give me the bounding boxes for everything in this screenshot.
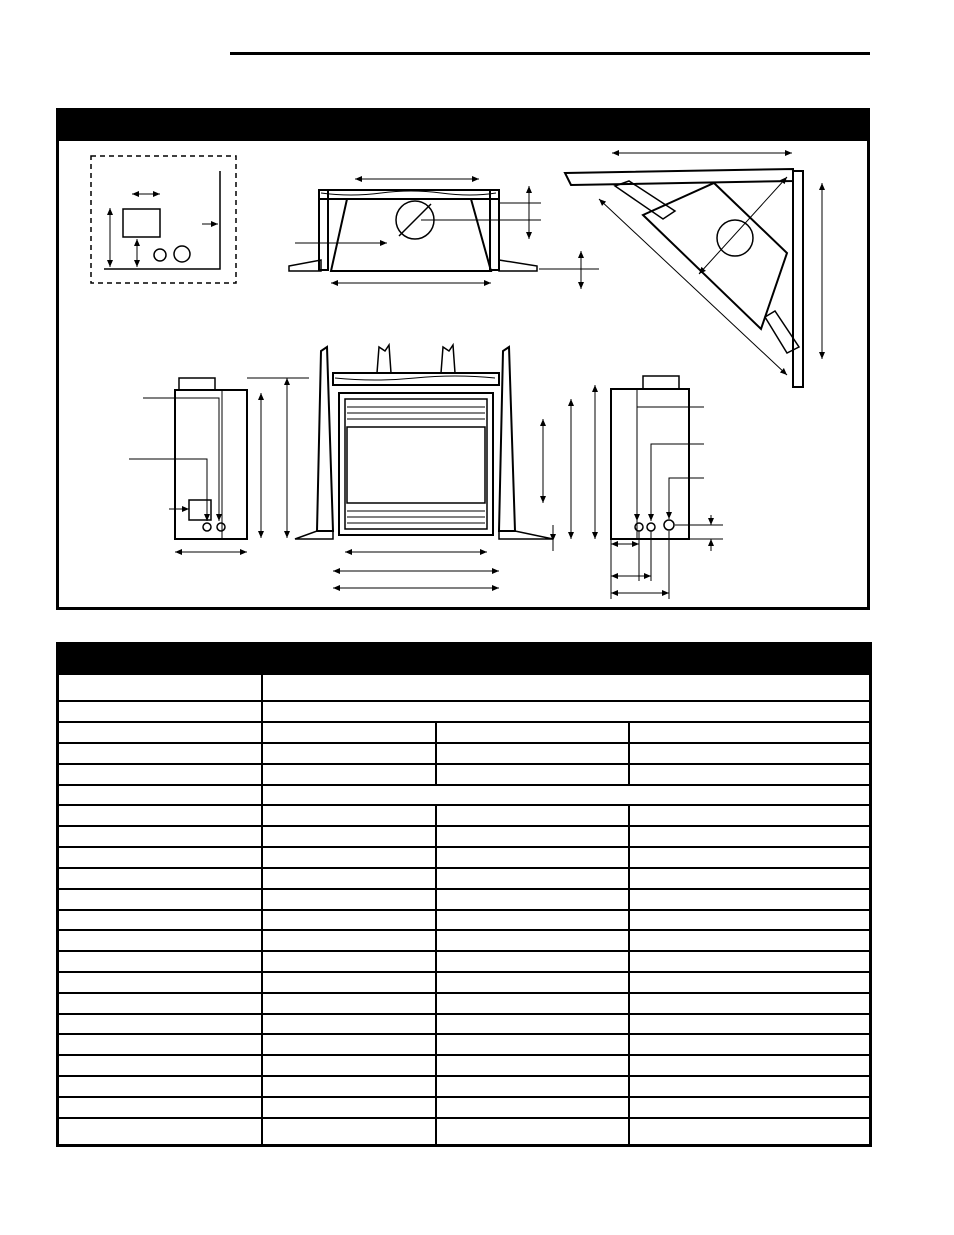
table-row bbox=[59, 673, 869, 700]
table-cell bbox=[261, 675, 869, 700]
table-cell bbox=[261, 848, 435, 867]
table-cell bbox=[628, 744, 869, 763]
row-label bbox=[59, 765, 261, 784]
table-cell bbox=[628, 931, 869, 950]
table-cell bbox=[628, 1056, 869, 1075]
row-label bbox=[59, 848, 261, 867]
table-cell bbox=[435, 1077, 628, 1096]
top-view-flat-wall bbox=[289, 179, 599, 289]
row-label bbox=[59, 1119, 261, 1144]
table-row bbox=[59, 971, 869, 992]
row-label bbox=[59, 1077, 261, 1096]
table-cell bbox=[435, 952, 628, 971]
table-cell bbox=[261, 744, 435, 763]
table-row bbox=[59, 950, 869, 971]
table-row bbox=[59, 1096, 869, 1117]
table-row bbox=[59, 763, 869, 784]
table-cell bbox=[261, 786, 869, 805]
row-label bbox=[59, 952, 261, 971]
table-row bbox=[59, 867, 869, 888]
row-label bbox=[59, 786, 261, 805]
table-cell bbox=[261, 931, 435, 950]
row-label bbox=[59, 1035, 261, 1054]
dimension-figure bbox=[56, 108, 870, 610]
table-cell bbox=[435, 973, 628, 992]
row-label bbox=[59, 1056, 261, 1075]
table-cell bbox=[261, 765, 435, 784]
table-cell bbox=[435, 848, 628, 867]
table-cell bbox=[261, 890, 435, 909]
table-cell bbox=[628, 1015, 869, 1034]
dimension-drawings bbox=[59, 111, 867, 607]
table-cell bbox=[261, 911, 435, 930]
table-cell bbox=[261, 827, 435, 846]
table-cell bbox=[435, 765, 628, 784]
table-cell bbox=[628, 1035, 869, 1054]
table-cell bbox=[435, 744, 628, 763]
row-label bbox=[59, 911, 261, 930]
table-cell bbox=[628, 806, 869, 825]
row-label bbox=[59, 973, 261, 992]
table-row bbox=[59, 1054, 869, 1075]
row-label bbox=[59, 702, 261, 721]
table-cell bbox=[261, 994, 435, 1013]
table-body bbox=[59, 673, 869, 1144]
front-view bbox=[295, 345, 595, 588]
row-label bbox=[59, 994, 261, 1013]
row-label bbox=[59, 744, 261, 763]
table-cell bbox=[435, 1035, 628, 1054]
right-side-view bbox=[611, 376, 723, 599]
row-label bbox=[59, 806, 261, 825]
table-cell bbox=[261, 702, 869, 721]
table-row bbox=[59, 888, 869, 909]
table-row bbox=[59, 700, 869, 721]
table-cell bbox=[435, 911, 628, 930]
table-row bbox=[59, 929, 869, 950]
table-cell bbox=[628, 1119, 869, 1144]
table-cell bbox=[261, 869, 435, 888]
table-cell bbox=[261, 973, 435, 992]
table-cell bbox=[261, 1077, 435, 1096]
table-cell bbox=[628, 890, 869, 909]
top-view-corner bbox=[565, 153, 822, 387]
table-row bbox=[59, 909, 869, 930]
table-row bbox=[59, 846, 869, 867]
header-rule bbox=[230, 52, 870, 55]
table-cell bbox=[261, 952, 435, 971]
row-label bbox=[59, 723, 261, 742]
table-cell bbox=[628, 827, 869, 846]
table-cell bbox=[435, 890, 628, 909]
table-cell bbox=[261, 723, 435, 742]
junction-box-detail bbox=[91, 156, 236, 283]
specifications-table bbox=[56, 642, 872, 1147]
table-cell bbox=[628, 848, 869, 867]
table-row bbox=[59, 1033, 869, 1054]
row-label bbox=[59, 1015, 261, 1034]
table-cell bbox=[261, 1035, 435, 1054]
left-side-view bbox=[129, 378, 309, 552]
table-row bbox=[59, 1075, 869, 1096]
table-row bbox=[59, 992, 869, 1013]
table-cell bbox=[435, 869, 628, 888]
table-row bbox=[59, 825, 869, 846]
table-cell bbox=[628, 723, 869, 742]
table-cell bbox=[435, 1098, 628, 1117]
table-cell bbox=[435, 827, 628, 846]
table-cell bbox=[435, 1119, 628, 1144]
table-cell bbox=[261, 1119, 435, 1144]
table-row bbox=[59, 784, 869, 805]
table-row bbox=[59, 1117, 869, 1144]
table-row bbox=[59, 804, 869, 825]
row-label bbox=[59, 869, 261, 888]
table-cell bbox=[435, 994, 628, 1013]
table-cell bbox=[628, 911, 869, 930]
table-cell bbox=[628, 994, 869, 1013]
table-cell bbox=[261, 1098, 435, 1117]
table-cell bbox=[261, 806, 435, 825]
table-cell bbox=[628, 952, 869, 971]
row-label bbox=[59, 890, 261, 909]
table-cell bbox=[435, 1056, 628, 1075]
table-row bbox=[59, 1013, 869, 1034]
table-cell bbox=[261, 1056, 435, 1075]
table-cell bbox=[261, 1015, 435, 1034]
table-cell bbox=[435, 1015, 628, 1034]
row-label bbox=[59, 931, 261, 950]
table-cell bbox=[628, 973, 869, 992]
table-cell bbox=[435, 931, 628, 950]
table-cell bbox=[628, 1098, 869, 1117]
table-cell bbox=[435, 806, 628, 825]
table-row bbox=[59, 742, 869, 763]
table-cell bbox=[628, 869, 869, 888]
table-cell bbox=[628, 765, 869, 784]
row-label bbox=[59, 675, 261, 700]
table-title-bar bbox=[59, 645, 869, 673]
row-label bbox=[59, 827, 261, 846]
table-cell bbox=[435, 723, 628, 742]
row-label bbox=[59, 1098, 261, 1117]
table-row bbox=[59, 721, 869, 742]
table-cell bbox=[628, 1077, 869, 1096]
